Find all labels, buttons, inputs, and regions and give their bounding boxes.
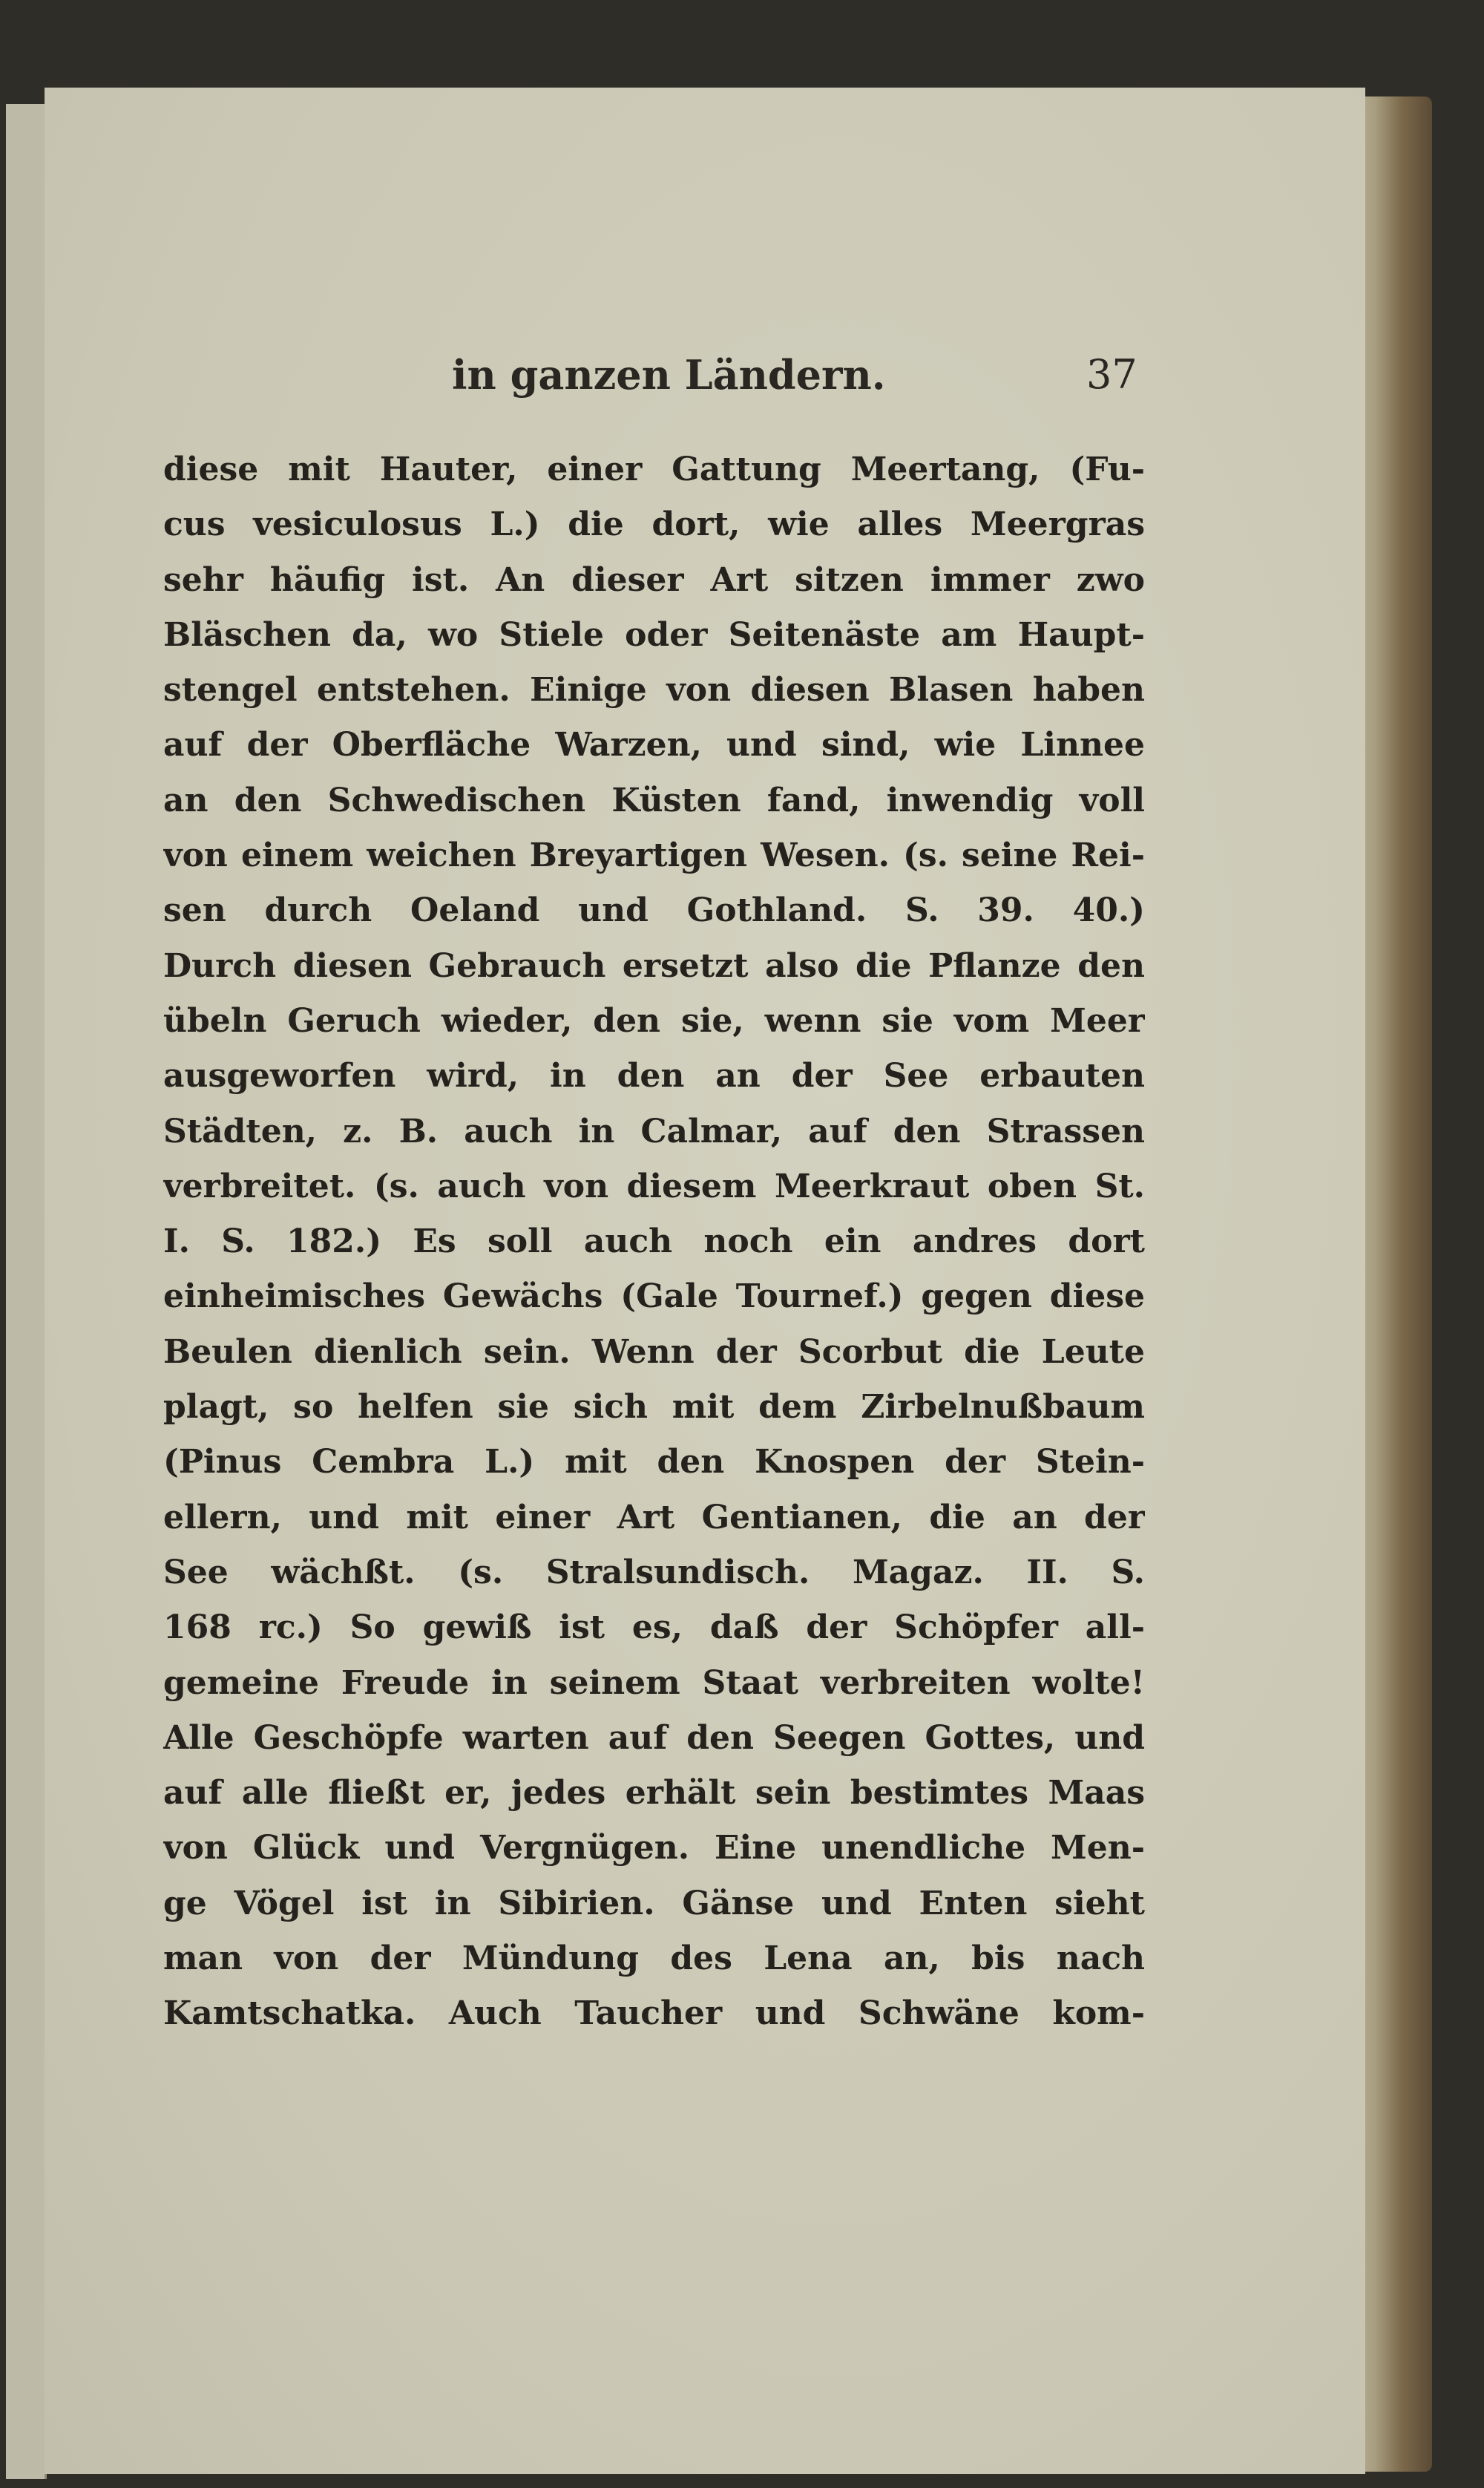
text-line: von Glück und Vergnügen. Eine unendliche Men- bbox=[163, 1829, 1145, 1867]
text-line: sen durch Oeland und Gothland. S. 39. 40.) bbox=[163, 891, 1145, 930]
text-line: gemeine Freude in seinem Staat verbreiten wolte! bbox=[163, 1663, 1145, 1702]
text-line: ausgeworfen wird, in den an der See erbauten bbox=[163, 1057, 1145, 1096]
text-line: einheimisches Gewächs (Gale Tournef.) gegen diese bbox=[163, 1277, 1145, 1316]
text-line: von einem weichen Breyartigen Wesen. (s. seine Rei- bbox=[163, 837, 1145, 875]
facing-page-edge bbox=[6, 104, 47, 2479]
text-line: stengel entstehen. Einige von diesen Blasen haben bbox=[163, 671, 1145, 710]
text-line: cus vesiculosus L.) die dort, wie alles Meergras bbox=[163, 505, 1145, 544]
text-line: ge Vögel ist in Sibirien. Gänse und Enten sieht bbox=[163, 1884, 1145, 1922]
text-line: übeln Geruch wieder, den sie, wenn sie vom Meer bbox=[163, 1001, 1145, 1040]
body-text bbox=[163, 442, 1145, 2042]
text-line: man von der Mündung des Lena an, bis nach bbox=[163, 1939, 1145, 1978]
text-line: Beulen dienlich sein. Wenn der Scorbut die Leute bbox=[163, 1332, 1145, 1371]
page-number: 37 bbox=[1086, 351, 1137, 398]
text-line: verbreitet. (s. auch von diesem Meerkraut oben St. bbox=[163, 1167, 1145, 1205]
text-line: auf der Oberfläche Warzen, und sind, wie Linnee bbox=[163, 726, 1145, 765]
text-line: I. S. 182.) Es soll auch noch ein andres dort bbox=[163, 1222, 1145, 1261]
text-line: Kamtschatka. Auch Taucher und Schwäne kom- bbox=[163, 1994, 1145, 2033]
running-title: in ganzen Ländern. bbox=[452, 351, 886, 399]
text-line: diese mit Hauter, einer Gattung Meertang, (Fu- bbox=[163, 451, 1145, 488]
text-line: Durch diesen Gebrauch ersetzt also die Pflanze den bbox=[163, 946, 1145, 985]
text-line: (Pinus Cembra L.) mit den Knospen der Stein- bbox=[163, 1443, 1145, 1482]
book-page bbox=[45, 88, 1365, 2474]
text-line: plagt, so helfen sie sich mit dem Zirbelnußbaum bbox=[163, 1388, 1145, 1427]
text-line: an den Schwedischen Küsten fand, inwendig voll bbox=[163, 781, 1145, 819]
text-line: Städten, z. B. auch in Calmar, auf den Strassen bbox=[163, 1112, 1145, 1150]
text-line: ellern, und mit einer Art Gentianen, die an der bbox=[163, 1498, 1145, 1536]
page-header bbox=[45, 351, 1365, 403]
text-line: See wächßt. (s. Stralsundisch. Magaz. II. S. bbox=[163, 1553, 1145, 1591]
text-line: Alle Geschöpfe warten auf den Seegen Gottes, und bbox=[163, 1718, 1145, 1757]
text-line: 168 rc.) So gewiß ist es, daß der Schöpfer all- bbox=[163, 1608, 1145, 1647]
text-line: Bläschen da, wo Stiele oder Seitenäste am Haupt- bbox=[163, 615, 1145, 654]
text-line: sehr häufig ist. An dieser Art sitzen immer zwo bbox=[163, 560, 1145, 599]
text-line: auf alle fließt er, jedes erhält sein bestimtes Maas bbox=[163, 1774, 1145, 1813]
